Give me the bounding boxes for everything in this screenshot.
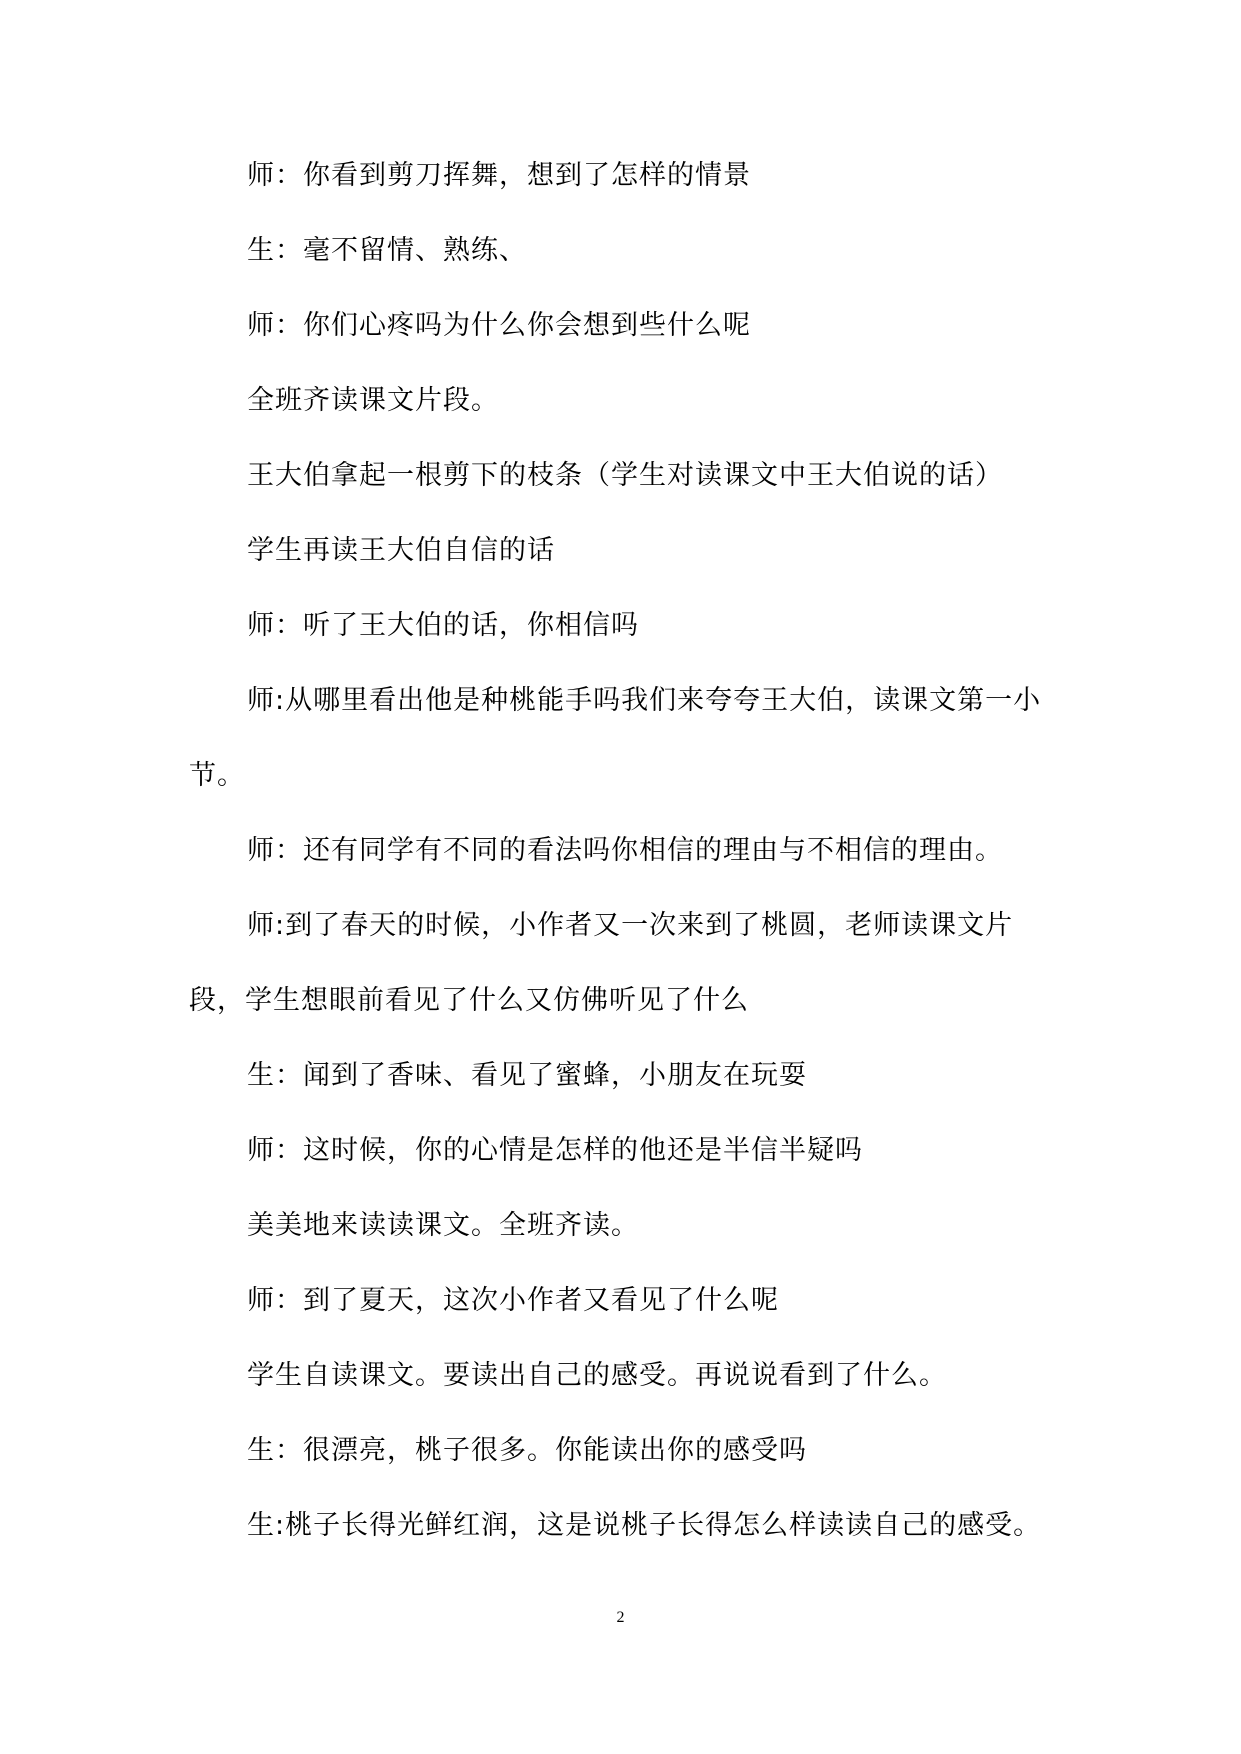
paragraph: 学生再读王大伯自信的话: [247, 535, 555, 566]
paragraph: 王大伯拿起一根剪下的枝条（学生对读课文中王大伯说的话）: [247, 460, 1003, 491]
paragraph: 师:从哪里看出他是种桃能手吗我们来夸夸王大伯，读课文第一小节。: [189, 685, 1042, 791]
paragraph: 师：这时候，你的心情是怎样的他还是半信半疑吗: [247, 1135, 863, 1166]
paragraph: 生：很漂亮，桃子很多。你能读出你的感受吗: [247, 1435, 807, 1466]
paragraph: 师：你看到剪刀挥舞，想到了怎样的情景: [247, 160, 751, 191]
paragraph: 师：到了夏天，这次小作者又看见了什么呢: [247, 1285, 779, 1316]
page-number: 2: [616, 1609, 625, 1626]
paragraph: 生:桃子长得光鲜红润，这是说桃子长得怎么样读读自己的感受。: [247, 1510, 1042, 1541]
paragraph: 生：闻到了香味、看见了蜜蜂，小朋友在玩耍: [247, 1060, 807, 1091]
paragraph: 生：毫不留情、熟练、: [247, 235, 527, 266]
paragraph: 师：还有同学有不同的看法吗你相信的理由与不相信的理由。: [247, 835, 1003, 866]
paragraph: 师:到了春天的时候，小作者又一次来到了桃圆，老师读课文片段，学生想眼前看见了什么又仿佛听见了什么: [189, 910, 1014, 1016]
paragraph: 师：你们心疼吗为什么你会想到些什么呢: [247, 310, 751, 341]
paragraph: 美美地来读读课文。全班齐读。: [247, 1210, 639, 1241]
paragraph: 师：听了王大伯的话，你相信吗: [247, 610, 639, 641]
paragraph: 全班齐读课文片段。: [247, 385, 499, 416]
document-body: [189, 138, 1059, 1563]
paragraph: 学生自读课文。要读出自己的感受。再说说看到了什么。: [247, 1360, 947, 1391]
